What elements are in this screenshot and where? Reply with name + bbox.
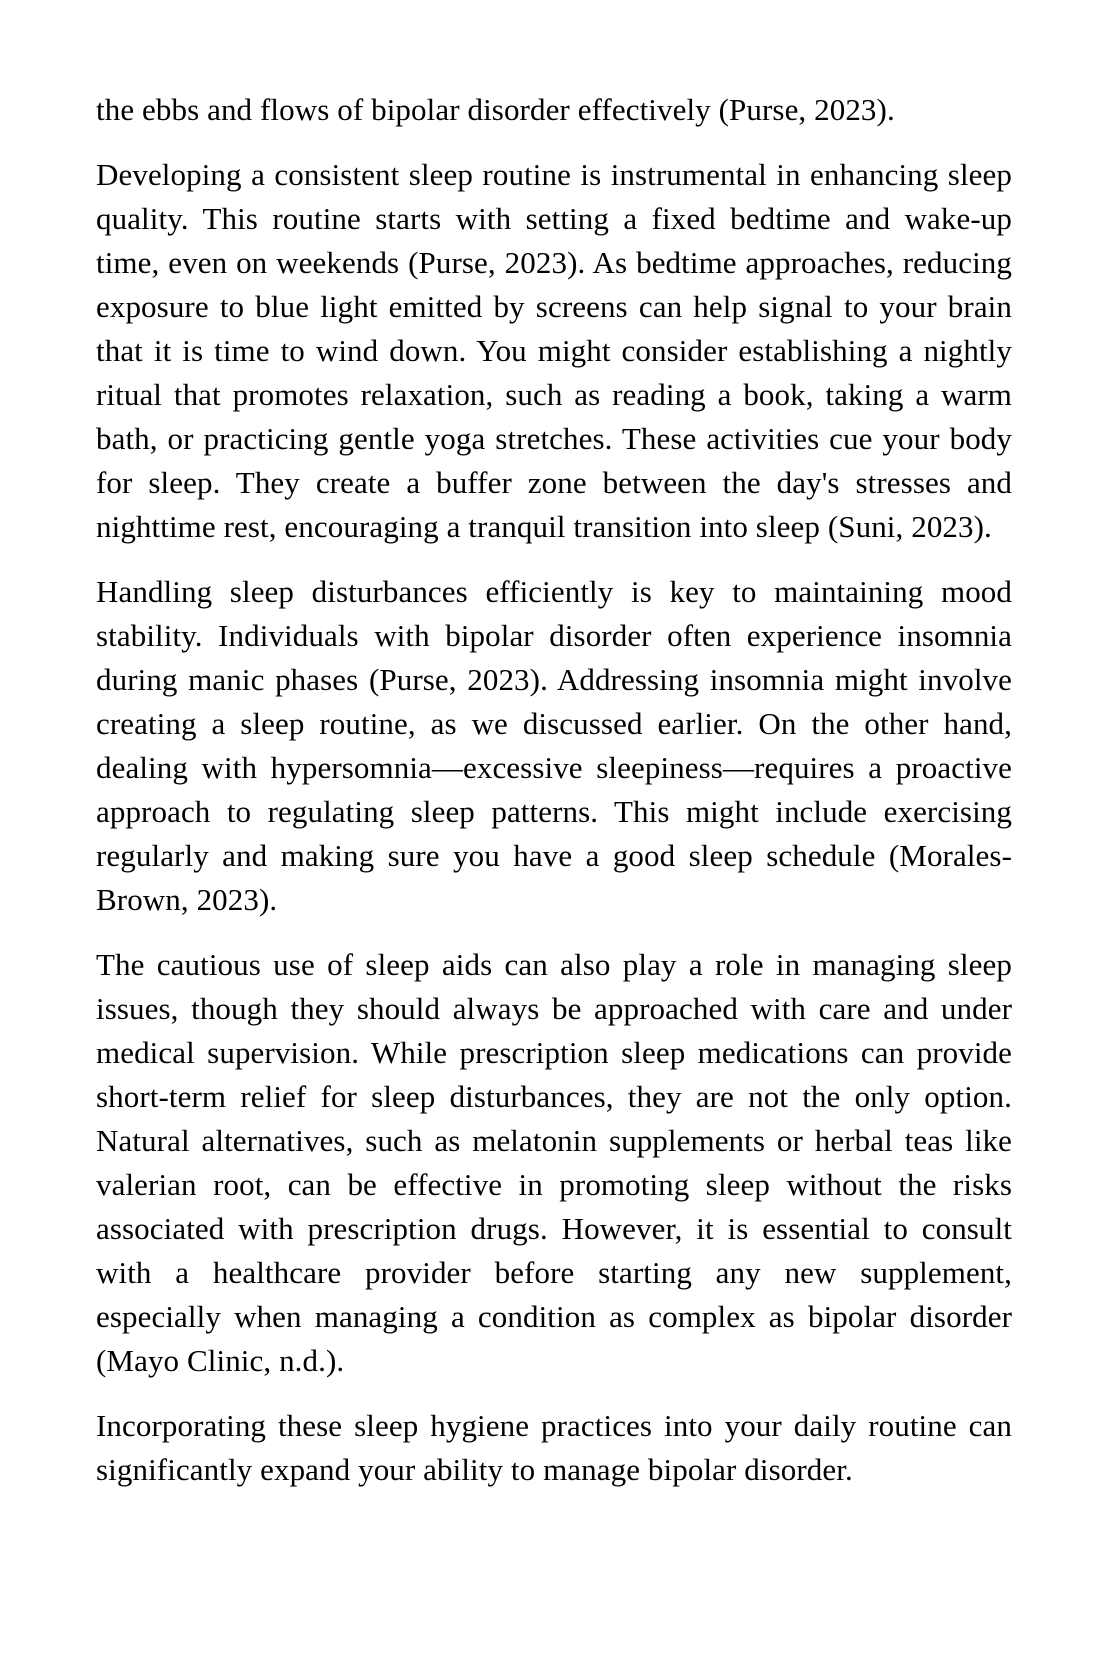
paragraph-sleep-routine: Developing a consistent sleep routine is instrumental in enhancing sleep quality. This routine starts with setting a fixed bedtime and wake-up time, even on weekends (Purse, 2023). As bedtime approaches, reducing exposure to blue light emitted by screens can help signal to your brain that it is time to wind down. You might consider establishing a nightly ritual that promotes relaxation, such as reading a book, taking a warm bath, or practicing gentle yoga stretches. These activities cue your body for sleep. They create a buffer zone between the day's stresses and nighttime rest, encouraging a tranquil transition into sleep (Suni, 2023). xyxy=(96,157,1012,544)
paragraph-continuation: the ebbs and flows of bipolar disorder effectively (Purse, 2023). xyxy=(96,92,895,127)
paragraph-conclusion: Incorporating these sleep hygiene practices into your daily routine can significantly expand your ability to manage bipolar disorder. xyxy=(96,1408,1012,1487)
paragraph-sleep-disturbances: Handling sleep disturbances efficiently is key to maintaining mood stability. Individuals with bipolar disorder often experience insomnia during manic phases (Purse, 2023). Addressing insomnia might involve creating a sleep routine, as we discussed earlier. On the other hand, dealing with hypersomnia—excessive sleepiness—requires a proactive approach to regulating sleep patterns. This might include exercising regularly and making sure you have a good sleep schedule (Morales-Brown, 2023). xyxy=(96,574,1012,917)
paragraph-sleep-aids: The cautious use of sleep aids can also play a role in managing sleep issues, though they should always be approached with care and under medical supervision. While prescription sleep medications can provide short-term relief for sleep disturbances, they are not the only option. Natural alternatives, such as melatonin supplements or herbal teas like valerian root, can be effective in promoting sleep without the risks associated with prescription drugs. However, it is essential to consult with a healthcare provider before starting any new supplement, especially when managing a condition as complex as bipolar disorder (Mayo Clinic, n.d.). xyxy=(96,947,1012,1378)
